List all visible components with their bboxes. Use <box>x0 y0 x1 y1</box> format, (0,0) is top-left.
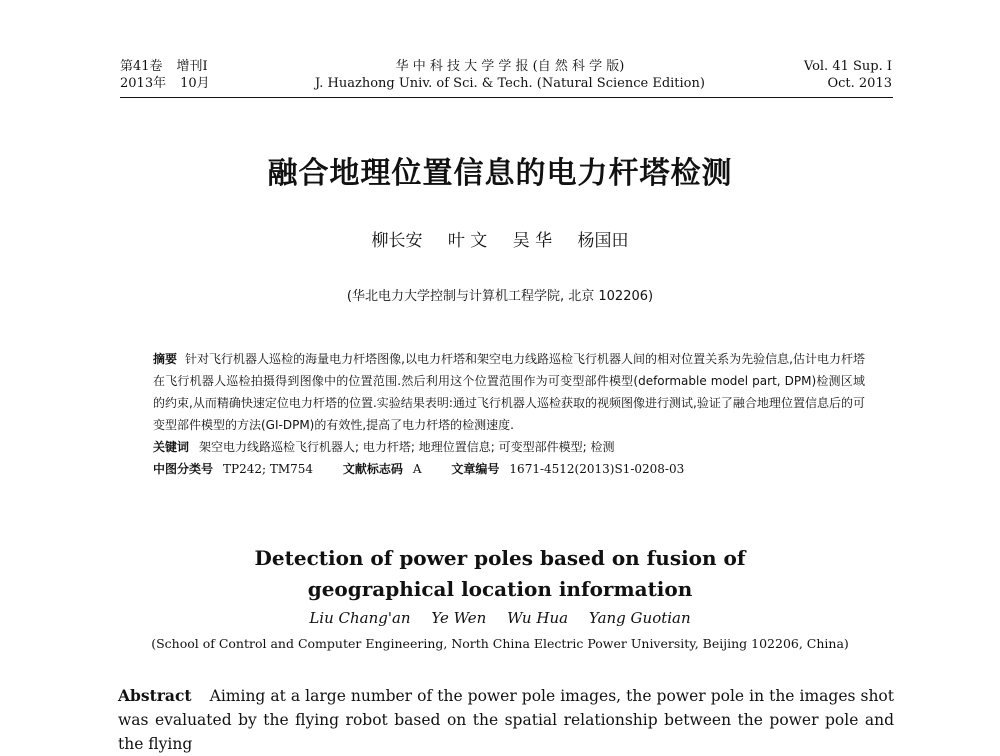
journal-issue-en <box>804 58 892 92</box>
clc-label: 中图分类号 <box>153 462 214 476</box>
abstract-cn-label: 摘要 <box>153 352 178 366</box>
article-id-value: 1671-4512(2013)S1-0208-03 <box>509 462 685 476</box>
author-list-en <box>0 609 1000 627</box>
volume-number: 第41卷 <box>120 59 163 74</box>
classification-row <box>153 458 865 480</box>
article-id-label: 文章编号 <box>451 462 500 476</box>
keywords-label: 关键词 <box>153 440 190 454</box>
author-list-cn <box>0 226 1000 251</box>
author-cn: 吴 华 <box>512 231 553 251</box>
journal-title-cn: 华 中 科 技 大 学 学 报 (自 然 科 学 版) <box>395 59 625 74</box>
journal-volume-info <box>120 58 210 92</box>
volume-en: Vol. 41 Sup. Ⅰ <box>803 59 892 74</box>
paper-title-en <box>0 543 1000 605</box>
author-en: Ye Wen <box>431 609 487 627</box>
publication-month: 10月 <box>180 76 210 91</box>
keywords-cn <box>153 436 865 458</box>
doc-code-label: 文献标志码 <box>342 462 403 476</box>
doc-code-value: A <box>412 462 422 476</box>
author-cn: 杨国田 <box>577 231 629 251</box>
author-en: Liu Chang'an <box>309 609 411 627</box>
abstract-cn-block <box>153 348 865 480</box>
author-en: Wu Hua <box>507 609 569 627</box>
clc-value: TP242; TM754 <box>223 462 314 476</box>
keywords-text: 架空电力线路巡检飞行机器人; 电力杆塔; 地理位置信息; 可变型部件模型; 检测 <box>199 440 615 454</box>
abstract-en-text: Aiming at a large number of the power pole images, the power pole in the images shot was evaluated by the flying robot based on the spatial relationship between the power pole and the flying <box>118 687 894 753</box>
header-divider <box>120 97 893 98</box>
abstract-en <box>118 684 894 756</box>
title-en-line1: Detection of power poles based on fusion of <box>254 546 746 570</box>
affiliation-cn: (华北电力大学控制与计算机工程学院, 北京 102206) <box>346 289 654 304</box>
abstract-en-label: Abstract <box>118 686 192 705</box>
title-en-line2: geographical location information <box>307 577 693 601</box>
abstract-cn <box>153 348 865 436</box>
paper-title-cn: 融合地理位置信息的电力杆塔检测 <box>267 156 733 191</box>
journal-title <box>300 58 720 92</box>
date-en: Oct. 2013 <box>827 76 892 91</box>
author-cn: 叶 文 <box>447 231 488 251</box>
author-en: Yang Guotian <box>588 609 691 627</box>
affiliation-en: (School of Control and Computer Engineering, North China Electric Power University, Beijing 102206, China) <box>151 636 849 651</box>
issue-label: 增刊Ⅰ <box>176 59 208 74</box>
author-cn: 柳长安 <box>371 231 423 251</box>
publication-year: 2013年 <box>120 76 167 91</box>
abstract-cn-text: 针对飞行机器人巡检的海量电力杆塔图像,以电力杆塔和架空电力线路巡检飞行机器人间的相对位置关系为先验信息,估计电力杆塔在飞行机器人巡检拍摄得到图像中的位置范围.然后利用这个位置范围作为可变型部件模型(deformable model part, DPM)检测区域的约束,从而精确快速定位电力杆塔的位置.实验结果表明:通过飞行机器人巡检获取的视频图像进行测试,验证了融合地理位置信息后的可变型部件模型的方法(GI-DPM)的有效性,提高了电力杆塔的检测速度. <box>153 352 865 432</box>
journal-title-en: J. Huazhong Univ. of Sci. & Tech. (Natural Science Edition) <box>315 76 705 91</box>
